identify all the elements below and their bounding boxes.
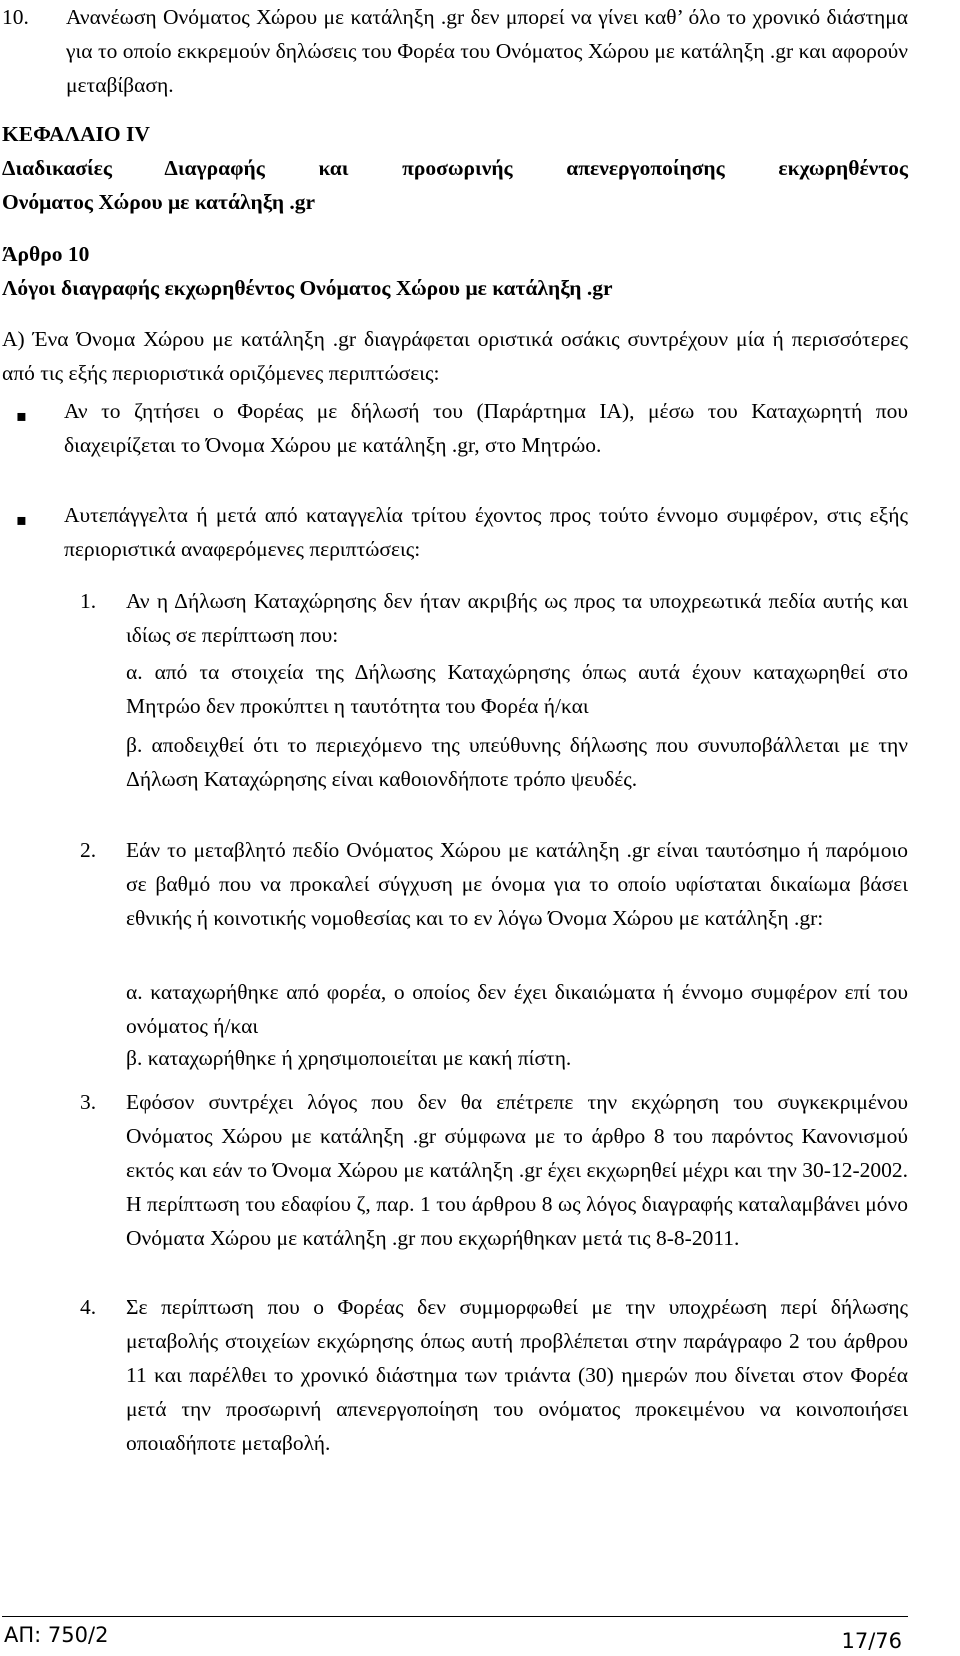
list-item-10 bbox=[2, 0, 908, 102]
footer-page-number: 17/76 bbox=[841, 1629, 902, 1653]
sub-item-2b: β. καταχωρήθηκε ή χρησιμοποιείται με κακή πίστη. bbox=[126, 1046, 572, 1070]
item-text: Εάν το μεταβλητό πεδίο Ονόματος Χώρου με κατάληξη .gr είναι ταυτόσημο ή παρόμοιο σε βαθμό που να προκαλεί σύγχυση με όνομα για το οποίο υφίσταται δικαίωμα βάσει εθνικής ή κοινοτικής νομοθεσίας και το εν λόγω Όνομα Χώρου με κατάληξη .gr: bbox=[126, 838, 908, 930]
item-text: Εφόσον συντρέχει λόγος που δεν θα επέτρεπε την εκχώρηση του συγκεκριμένου Ονόματος Χώρου με κατάληξη .gr σύμφωνα με το άρθρο 8 του παρόντος Κανονισμού εκτός και εάν το Όνομα Χώρου με κατάληξη .gr έχει εκχωρηθεί μέχρι και την 30-12-2002. Η περίπτωση του εδαφίου ζ, παρ. 1 του άρθρου 8 ως λόγος διαγραφής καταλαμβάνει μόνο Ονόματα Χώρου με κατάληξη .gr που εκχωρήθηκαν μετά τις 8-8-2011. bbox=[126, 1090, 908, 1250]
item-text: Σε περίπτωση που ο Φορέας δεν συμμορφωθεί με την υποχρέωση περί δήλωσης μεταβολής στοιχείων εκχώρησης όπως αυτή προβλέπεται στην παράγραφο 2 του άρθρου 11 και παρέλθει το χρονικό διάστημα των τριάντα (30) ημερών που δίνεται στον Φορέα μετά την προσωρινή απενεργοποίηση του ονόματος προκειμένου να κοινοποιήσει οποιαδήποτε μεταβολή. bbox=[126, 1295, 908, 1455]
list-item-2 bbox=[80, 833, 908, 935]
footer-protocol-number: ΑΠ: 750/2 bbox=[4, 1623, 109, 1647]
chapter-title-line1: Διαδικασίες Διαγραφής και προσωρινής απενεργοποίησης εκχωρηθέντος bbox=[2, 156, 908, 180]
item-number: 1. bbox=[80, 589, 97, 613]
article-title: Λόγοι διαγραφής εκχωρηθέντος Ονόματος Χώρου με κατάληξη .gr bbox=[2, 276, 613, 300]
bullet-square-icon: ▪ bbox=[16, 406, 27, 425]
list-item-3 bbox=[80, 1085, 908, 1255]
chapter-title-line2: Ονόματος Χώρου με κατάληξη .gr bbox=[2, 190, 316, 214]
bullet-item-1: Αν το ζητήσει ο Φορέας με δήλωσή του (Παράρτημα ΙΑ), μέσω του Καταχωρητή που διαχειρίζεται το Όνομα Χώρου με κατάληξη .gr, στο Μητρώο. bbox=[64, 399, 908, 457]
section-a-intro: Α) Ένα Όνομα Χώρου με κατάληξη .gr διαγράφεται οριστικά οσάκις συντρέχουν μία ή περισσότερες από τις εξής περιοριστικά οριζόμενες περιπτώσεις: bbox=[2, 327, 908, 385]
item-number: 10. bbox=[2, 5, 29, 29]
item-number: 3. bbox=[80, 1090, 97, 1114]
footer-divider bbox=[2, 1616, 908, 1617]
item-number: 4. bbox=[80, 1295, 97, 1319]
bullet-square-icon: ▪ bbox=[16, 510, 27, 529]
item-text: Ανανέωση Ονόματος Χώρου με κατάληξη .gr δεν μπορεί να γίνει καθ’ όλο το χρονικό διάστημα για το οποίο εκκρεμούν δηλώσεις του Φορέα του Ονόματος Χώρου με κατάληξη .gr και αφορούν μεταβίβαση. bbox=[66, 5, 908, 97]
sub-item-1a: α. από τα στοιχεία της Δήλωσης Καταχώρησης όπως αυτά έχουν καταχωρηθεί στο Μητρώο δεν προκύπτει η ταυτότητα του Φορέα ή/και bbox=[126, 660, 908, 718]
sub-item-1b: β. αποδειχθεί ότι το περιεχόμενο της υπεύθυνης δήλωσης που συνυποβάλλεται με την Δήλωση Καταχώρησης είναι καθοιονδήποτε τρόπο ψευδές. bbox=[126, 733, 908, 791]
sub-item-2a: α. καταχωρήθηκε από φορέα, ο οποίος δεν έχει δικαιώματα ή έννομο συμφέρον επί του ονόματος ή/και bbox=[126, 980, 908, 1038]
article-label: Άρθρο 10 bbox=[2, 242, 90, 266]
item-number: 2. bbox=[80, 838, 97, 862]
list-item-1 bbox=[80, 584, 908, 652]
bullet-item-2: Αυτεπάγγελτα ή μετά από καταγγελία τρίτου έχοντος προς τούτο έννομο συμφέρον, στις εξής περιοριστικά αναφερόμενες περιπτώσεις: bbox=[64, 503, 908, 561]
item-text: Αν η Δήλωση Καταχώρησης δεν ήταν ακριβής ως προς τα υποχρεωτικά πεδία αυτής και ιδίως σε περίπτωση που: bbox=[126, 589, 908, 647]
list-item-4 bbox=[80, 1290, 908, 1460]
chapter-label: ΚΕΦΑΛΑΙΟ IV bbox=[2, 122, 150, 146]
